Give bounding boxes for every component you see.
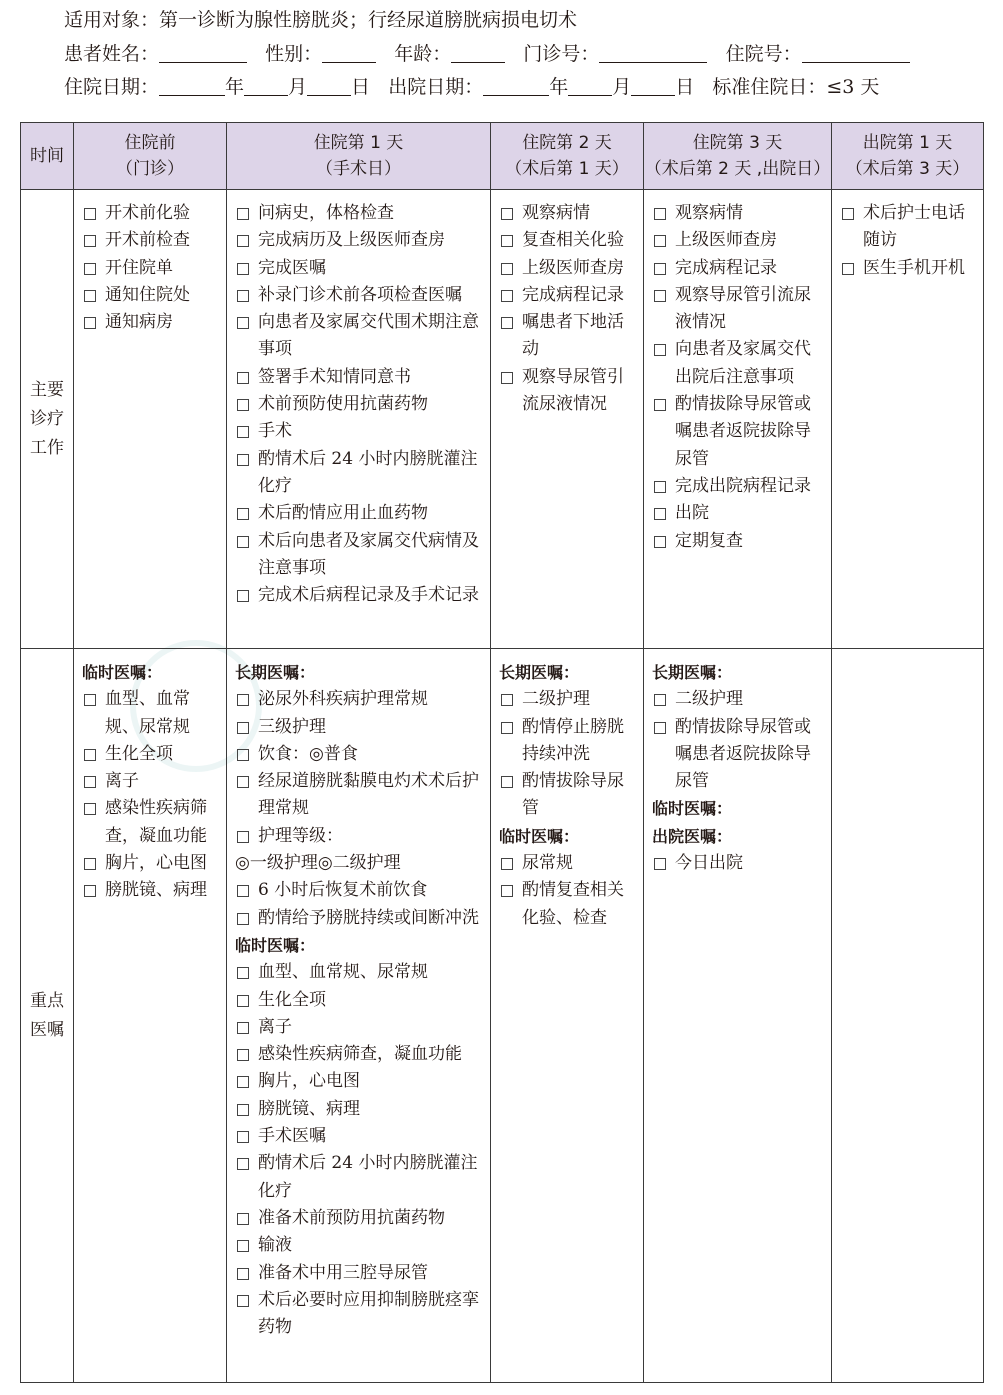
checkbox[interactable]	[84, 317, 96, 329]
checklist-item	[235, 959, 486, 986]
checklist-item-text: 完成出院病程记录	[675, 475, 811, 496]
discharge-month-unit: 月	[612, 76, 632, 98]
row-label-line: 诊疗	[30, 408, 64, 429]
cell-post-discharge	[832, 649, 984, 1383]
checkbox[interactable]	[237, 1104, 249, 1116]
checklist-item	[235, 877, 486, 904]
checklist-item	[235, 1096, 486, 1123]
checklist-item-text: 术后必要时应用抑制膀胱痉挛药物	[258, 1289, 479, 1338]
checkbox[interactable]	[842, 208, 854, 220]
age-label: 年龄：	[394, 43, 452, 65]
checkbox[interactable]	[654, 722, 666, 734]
checklist-item	[235, 364, 486, 391]
checklist-item	[499, 768, 639, 823]
checkbox[interactable]	[237, 967, 249, 979]
checklist-item-text: 膀胱镜、病理	[105, 880, 207, 901]
checklist-item	[235, 1068, 486, 1095]
checklist-item-text: 酌情拔除导尿管或嘱患者返院拔除导尿管	[675, 716, 811, 792]
checklist-item-text: 术后护士电话随访	[863, 203, 965, 251]
checklist-item	[82, 877, 222, 904]
col-header-day3: 住院第 3 天 （术后第 2 天 ,出院日）	[644, 123, 832, 190]
checklist-item-text: 术前预防使用抗菌药物	[258, 394, 428, 415]
discharge-year-field[interactable]	[483, 77, 549, 96]
checkbox[interactable]	[237, 290, 249, 302]
checkbox[interactable]	[237, 831, 249, 843]
order-category-heading: 临时医嘱：	[652, 799, 733, 819]
checklist-item-text: 术后酌情应用止血药物	[258, 503, 428, 524]
checklist-item	[499, 364, 639, 419]
checkbox[interactable]	[501, 722, 513, 734]
clinic-no-label: 门诊号：	[523, 43, 600, 65]
checklist-item	[652, 500, 827, 527]
checklist-item	[235, 987, 486, 1014]
checklist-item	[82, 309, 222, 336]
checkbox[interactable]	[237, 372, 249, 384]
checkbox[interactable]	[654, 263, 666, 275]
checkbox[interactable]	[84, 885, 96, 897]
main-work-row	[21, 190, 984, 649]
checklist-item-text: 完成病程记录	[675, 257, 777, 278]
checklist-item-text: 胸片，心电图	[258, 1071, 360, 1092]
checkbox[interactable]	[237, 995, 249, 1007]
checkbox[interactable]	[654, 208, 666, 220]
checkbox[interactable]	[84, 694, 96, 706]
checklist-item-text: 开住院单	[105, 257, 173, 278]
checklist-item	[235, 768, 486, 823]
checklist-item	[235, 1041, 486, 1068]
checkbox[interactable]	[237, 1295, 249, 1307]
checklist-item-text: 酌情停止膀胱持续冲洗	[522, 716, 624, 764]
checklist-item-text: 尿常规	[522, 853, 573, 874]
checklist-item-text: 通知病房	[105, 312, 173, 333]
checklist-item-text: 经尿道膀胱黏膜电灼术术后护理常规	[258, 771, 479, 819]
admit-day-field[interactable]	[307, 77, 351, 96]
checklist-item	[499, 714, 639, 769]
order-category-heading: 长期医嘱：	[499, 663, 580, 682]
checkbox[interactable]	[237, 1158, 249, 1170]
checklist-item-text: 嘱患者下地活动	[522, 312, 624, 360]
checklist-item	[499, 850, 639, 877]
inpatient-no-label: 住院号：	[725, 43, 802, 65]
checklist-item-text: 术后向患者及家属交代病情及注意事项	[258, 530, 479, 578]
checkbox[interactable]	[84, 290, 96, 302]
checklist-item-text: 复查相关化验	[522, 230, 624, 251]
checklist-item	[235, 741, 486, 768]
scope-line: 适用对象：第一诊断为腺性膀胱炎；行经尿道膀胱病损电切术	[64, 9, 578, 31]
checklist-item-text: 离子	[105, 771, 139, 792]
checkbox[interactable]	[237, 426, 249, 438]
checklist-item-text: 离子	[258, 1016, 292, 1037]
checkbox[interactable]	[237, 1240, 249, 1252]
checkbox[interactable]	[237, 1268, 249, 1280]
checklist-item	[235, 500, 486, 527]
checklist-item	[235, 391, 486, 418]
checkbox[interactable]	[654, 481, 666, 493]
checkbox[interactable]	[654, 536, 666, 548]
checkbox[interactable]	[501, 776, 513, 788]
checklist-item	[235, 200, 486, 227]
checklist-item-text: 观察导尿管引流尿液情况	[675, 284, 811, 333]
checkbox[interactable]	[237, 263, 249, 275]
checklist-item	[235, 1260, 486, 1287]
checklist-item-text: 生化全项	[105, 743, 173, 764]
checkbox[interactable]	[84, 235, 96, 247]
checklist-item	[499, 877, 639, 932]
checklist-item-text: 护理等级：	[258, 825, 343, 846]
patient-name-field[interactable]	[159, 44, 247, 63]
checklist-item-text: 观察导尿管引流尿液情况	[522, 366, 624, 415]
checklist-item	[235, 227, 486, 254]
checklist-item	[840, 200, 979, 255]
admit-month-field[interactable]	[244, 77, 288, 96]
patient-name-label: 患者姓名：	[64, 43, 160, 65]
checklist-item	[82, 795, 222, 850]
col-header-pre-admission: 住院前 （门诊）	[74, 123, 227, 190]
checklist-item	[82, 686, 222, 741]
checkbox[interactable]	[501, 694, 513, 706]
checkbox[interactable]	[237, 317, 249, 329]
checklist-item	[499, 282, 639, 309]
cell-day1	[227, 649, 491, 1383]
checkbox[interactable]	[501, 208, 513, 220]
checklist-item-text: 二级护理	[675, 689, 743, 710]
checklist-item	[235, 1014, 486, 1041]
checkbox[interactable]	[237, 1131, 249, 1143]
checklist-item-text: 开术前化验	[105, 203, 190, 223]
checklist-item	[499, 309, 639, 364]
cell-post-discharge	[832, 190, 984, 649]
checkbox[interactable]	[237, 399, 249, 411]
checklist-item-text: 向患者及家属交代围术期注意事项	[258, 312, 479, 360]
checklist-item-text: 手术	[258, 421, 292, 442]
checkbox[interactable]	[237, 208, 249, 220]
checklist-item	[235, 1232, 486, 1259]
checklist-item	[235, 1150, 486, 1205]
checklist-item	[652, 686, 827, 713]
row-label-line: 重点	[30, 990, 64, 1011]
checklist-item	[652, 714, 827, 796]
checklist-item-text: 向患者及家属交代出院后注意事项	[675, 339, 811, 387]
checkbox[interactable]	[237, 749, 249, 761]
sex-label: 性别：	[265, 43, 323, 65]
checklist-item-text: 今日出院	[675, 853, 743, 874]
admit-year-unit: 年	[225, 76, 245, 98]
checkbox[interactable]	[654, 344, 666, 356]
checklist-item-text: 上级医师查房	[522, 257, 624, 278]
checkbox[interactable]	[84, 749, 96, 761]
checkbox[interactable]	[654, 235, 666, 247]
checkbox[interactable]	[654, 508, 666, 520]
date-line	[64, 75, 879, 99]
admit-date-label: 住院日期：	[64, 76, 160, 98]
checklist-item-text: 6 小时后恢复术前饮食	[258, 880, 428, 901]
col-header-day1: 住院第 1 天 （手术日）	[227, 123, 491, 190]
checklist-item	[652, 282, 827, 337]
checklist-item-text: 二级护理	[522, 689, 590, 710]
checkbox[interactable]	[501, 263, 513, 275]
checkbox[interactable]	[237, 454, 249, 466]
inpatient-no-field[interactable]	[802, 44, 910, 63]
checkbox[interactable]	[237, 235, 249, 247]
checklist-item-text: 血型、血常规、尿常规	[258, 962, 428, 983]
checkbox[interactable]	[237, 1049, 249, 1061]
checkbox[interactable]	[501, 290, 513, 302]
checklist-item-text: 酌情拔除导尿管	[522, 771, 624, 819]
checkbox[interactable]	[84, 263, 96, 275]
checkbox[interactable]	[237, 694, 249, 706]
table-header-row	[21, 123, 984, 190]
checklist-item-text: 完成病历及上级医师查房	[258, 230, 445, 251]
clinic-no-field[interactable]	[599, 44, 707, 63]
checklist-item-text: 酌情术后 24 小时内膀胱灌注化疗	[258, 448, 478, 496]
checklist-item	[82, 255, 222, 282]
cell-pre-admission	[74, 190, 227, 649]
checklist-item-text: 三级护理	[258, 716, 326, 737]
checkbox[interactable]	[84, 208, 96, 220]
checklist-item-text: 泌尿外科疾病护理常规	[258, 689, 428, 710]
checklist-item-text: 通知住院处	[105, 284, 190, 305]
checklist-item-text: 酌情拔除导尿管或嘱患者返院拔除导尿管	[675, 394, 811, 469]
checklist-item-text: 酌情复查相关化验、检查	[522, 880, 624, 928]
checkbox[interactable]	[501, 235, 513, 247]
checkbox[interactable]	[237, 1213, 249, 1225]
checklist-item-text: 观察病情	[675, 203, 743, 223]
order-category-heading: 出院医嘱：	[652, 826, 733, 846]
checklist-item	[235, 905, 486, 932]
checklist-item	[82, 282, 222, 309]
checkbox[interactable]	[654, 694, 666, 706]
checklist-item	[499, 227, 639, 254]
checklist-item	[235, 714, 486, 741]
discharge-year-unit: 年	[549, 76, 569, 98]
cell-day3	[644, 649, 832, 1383]
checkbox[interactable]	[237, 508, 249, 520]
checklist-item-text: 完成病程记录	[522, 284, 624, 305]
checklist-item	[652, 391, 827, 473]
checklist-item	[235, 582, 486, 609]
row-label	[21, 190, 74, 649]
checkbox[interactable]	[237, 1076, 249, 1088]
checkbox[interactable]	[84, 776, 96, 788]
checklist-item	[235, 446, 486, 501]
checklist-item	[235, 418, 486, 445]
checklist-item	[652, 336, 827, 391]
checkbox[interactable]	[237, 536, 249, 548]
checklist-item-text: 观察病情	[522, 203, 590, 223]
checklist-item	[235, 823, 486, 850]
checkbox[interactable]	[237, 722, 249, 734]
checkbox[interactable]	[654, 290, 666, 302]
key-orders-row	[21, 649, 984, 1383]
checklist-item	[652, 200, 827, 227]
checklist-item-text: 定期复查	[675, 530, 743, 551]
checklist-item	[235, 686, 486, 713]
checklist-item-text: 酌情给予膀胱持续或间断冲洗	[258, 907, 479, 928]
checklist-item-text: 上级医师查房	[675, 230, 777, 251]
checklist-item	[82, 227, 222, 254]
checklist-item	[499, 255, 639, 282]
cell-day3	[644, 190, 832, 649]
admit-day-unit: 日	[351, 76, 371, 98]
checklist-item-text: 开术前检查	[105, 230, 190, 251]
cell-day2	[491, 649, 644, 1383]
checklist-item-text: 签署手术知情同意书	[258, 366, 411, 387]
checkbox[interactable]	[84, 858, 96, 870]
discharge-day-field[interactable]	[631, 77, 675, 96]
checkbox[interactable]	[237, 1022, 249, 1034]
checklist-item	[235, 1123, 486, 1150]
checklist-item-text: 感染性疾病筛查，凝血功能	[105, 798, 207, 846]
checklist-item-text: 膀胱镜、病理	[258, 1098, 360, 1119]
col-header-day2: 住院第 2 天 （术后第 1 天）	[491, 123, 644, 190]
checklist-item	[652, 227, 827, 254]
discharge-day-unit: 日	[675, 76, 695, 98]
checklist-item	[652, 528, 827, 555]
checkbox[interactable]	[842, 263, 854, 275]
checklist-item-text: 准备术中用三腔导尿管	[258, 1262, 428, 1283]
sex-field[interactable]	[322, 44, 376, 63]
checkbox[interactable]	[237, 913, 249, 925]
order-category-heading: 临时医嘱：	[499, 826, 580, 846]
checklist-item	[652, 850, 827, 877]
checklist-item	[235, 1287, 486, 1342]
checkbox[interactable]	[501, 885, 513, 897]
checklist-item-text: 生化全项	[258, 989, 326, 1010]
standard-stay-label: 标准住院日：≤3 天	[712, 76, 880, 98]
checkbox[interactable]	[84, 803, 96, 815]
checklist-item-text: 问病史，体格检查	[258, 203, 394, 223]
checklist-item-text: 准备术前预防用抗菌药物	[258, 1207, 445, 1228]
checkbox[interactable]	[654, 399, 666, 411]
checklist-item	[235, 309, 486, 364]
checklist-item-text: 手术医嘱	[258, 1126, 326, 1147]
checklist-item-text: 输液	[258, 1235, 292, 1256]
order-category-heading: 长期医嘱：	[235, 663, 316, 682]
col-header-time: 时间	[21, 123, 74, 190]
checklist-item	[499, 200, 639, 227]
checklist-item	[235, 528, 486, 583]
row-label-line: 主要	[30, 379, 64, 400]
checklist-item	[840, 255, 979, 282]
checklist-item	[499, 686, 639, 713]
checklist-item-text: 血型、血常规、尿常规	[105, 689, 190, 737]
order-category-heading: 临时医嘱：	[235, 935, 316, 955]
checklist-item-text: 饮食：◎普食	[258, 743, 358, 764]
checklist-item	[82, 850, 222, 877]
admit-year-field[interactable]	[159, 77, 225, 96]
checklist-item	[235, 282, 486, 309]
option-line: ◎一级护理◎二级护理	[235, 853, 401, 874]
checkbox[interactable]	[237, 590, 249, 602]
cell-day1	[227, 190, 491, 649]
checklist-item	[652, 473, 827, 500]
discharge-date-label: 出院日期：	[388, 76, 484, 98]
checklist-item-text: 完成医嘱	[258, 257, 326, 278]
row-label	[21, 649, 74, 1383]
checkbox[interactable]	[237, 885, 249, 897]
checkbox[interactable]	[501, 317, 513, 329]
checkbox[interactable]	[237, 776, 249, 788]
checklist-item	[82, 741, 222, 768]
discharge-month-field[interactable]	[568, 77, 612, 96]
checklist-item	[235, 1205, 486, 1232]
checklist-item-text: 医生手机开机	[863, 257, 965, 278]
checklist-item-text: 出院	[675, 503, 709, 524]
order-category-heading: 临时医嘱：	[82, 663, 163, 682]
checkbox[interactable]	[501, 372, 513, 384]
checkbox[interactable]	[654, 858, 666, 870]
admit-month-unit: 月	[288, 76, 308, 98]
cell-pre-admission	[74, 649, 227, 1383]
age-field[interactable]	[451, 44, 505, 63]
checkbox[interactable]	[501, 858, 513, 870]
checklist-item-text: 完成术后病程记录及手术记录	[258, 585, 479, 606]
cell-day2	[491, 190, 644, 649]
checklist-item	[82, 200, 222, 227]
checklist-item	[652, 255, 827, 282]
checklist-item	[82, 768, 222, 795]
clinical-pathway-table	[20, 122, 984, 1383]
checklist-item-text: 感染性疾病筛查，凝血功能	[258, 1044, 462, 1065]
col-header-post-discharge: 出院第 1 天 （术后第 3 天）	[832, 123, 984, 190]
checklist-item-text: 酌情术后 24 小时内膀胱灌注化疗	[258, 1153, 478, 1201]
patient-info-line	[64, 42, 910, 66]
row-label-line: 医嘱	[30, 1019, 64, 1040]
row-label-line: 工作	[30, 437, 64, 458]
checklist-item-text: 胸片，心电图	[105, 853, 207, 874]
checklist-item	[235, 255, 486, 282]
order-category-heading: 长期医嘱：	[652, 663, 733, 682]
checklist-item-text: 补录门诊术前各项检查医嘱	[258, 284, 462, 305]
